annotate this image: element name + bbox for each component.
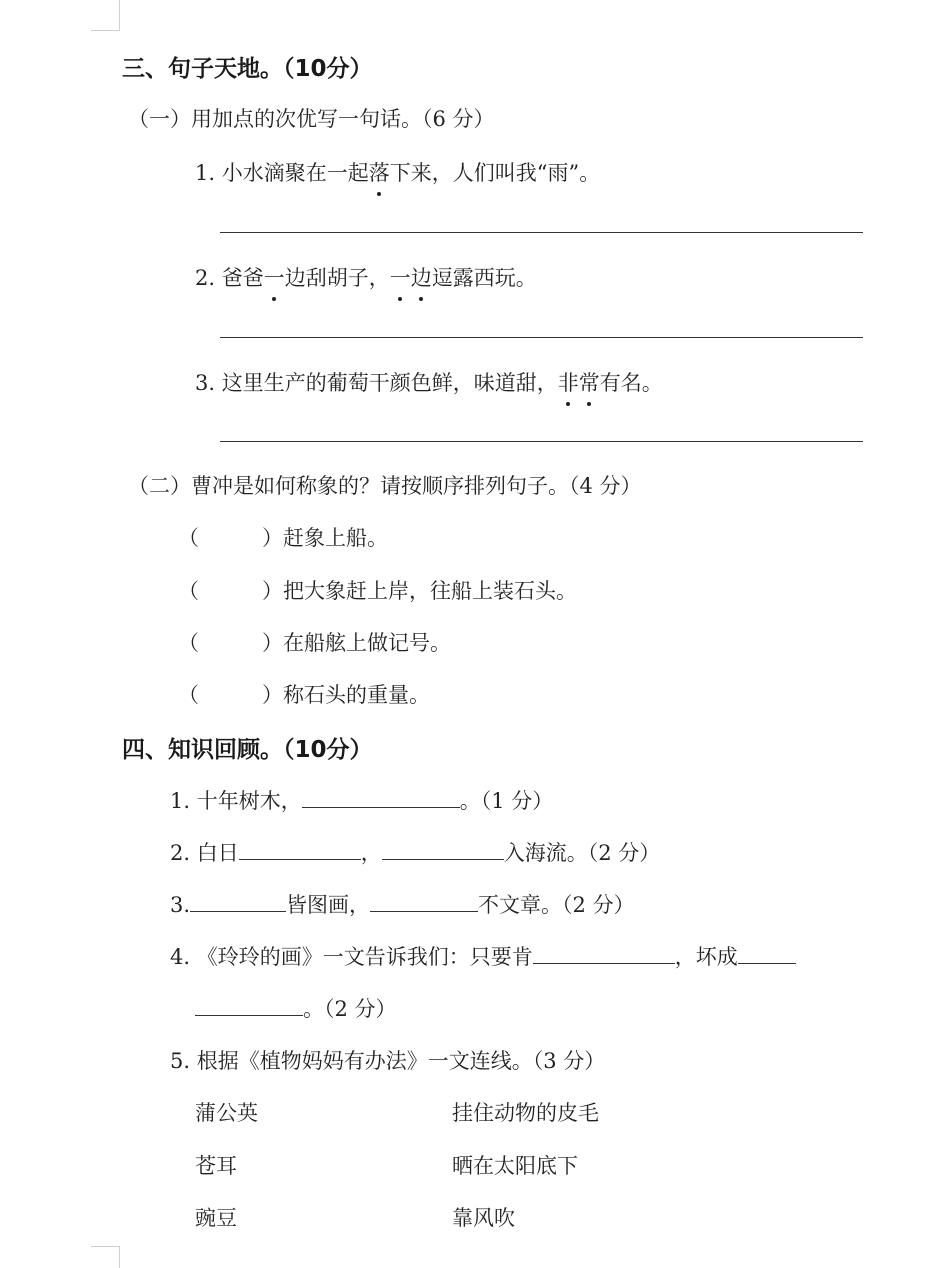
fill-blank[interactable] <box>533 943 675 964</box>
fill-blank[interactable] <box>195 995 303 1016</box>
match-right-item[interactable]: 挂住动物的皮毛 <box>452 1101 599 1125</box>
question-2 <box>170 837 660 867</box>
part-2-heading: （二）曹冲是如何称象的？请按顺序排列句子。（4 分） <box>128 474 642 498</box>
sentence-1 <box>195 157 600 187</box>
fill-blank[interactable] <box>382 839 504 860</box>
question-3-number: 3. <box>170 893 191 917</box>
answer-line-3[interactable] <box>220 441 863 442</box>
question-1 <box>170 785 553 815</box>
order-item <box>178 627 451 657</box>
fill-blank[interactable] <box>370 891 478 912</box>
order-text: 把大象赶上岸，往船上装石头。 <box>283 579 577 603</box>
dotted-char: 常 <box>579 367 600 397</box>
question-4 <box>170 941 796 971</box>
question-4-text: 4. 《玲玲的画》一文告诉我们：只要肯 <box>170 945 533 969</box>
dotted-char: 落 <box>369 157 390 187</box>
sentence-3-text: 3. 这里生产的葡萄干颜色鲜，味道甜， <box>195 371 558 395</box>
answer-line-2[interactable] <box>220 337 863 338</box>
question-2-comma: ， <box>360 841 382 865</box>
order-blank[interactable]: （ ） <box>178 526 283 550</box>
match-left-item[interactable]: 苍耳 <box>195 1154 237 1178</box>
dotted-char: 非 <box>558 367 579 397</box>
order-text: 赶象上船。 <box>283 526 388 550</box>
order-item <box>178 522 388 552</box>
question-1-text: 1. 十年树木， <box>170 789 302 813</box>
match-right-item[interactable]: 靠风吹 <box>452 1206 515 1230</box>
section-3-title: 三、句子天地。（10分） <box>122 56 373 82</box>
part-1-heading: （一）用加点的次优写一句话。（6 分） <box>128 107 495 131</box>
match-right-item[interactable]: 晒在太阳底下 <box>452 1154 578 1178</box>
order-blank[interactable]: （ ） <box>178 579 283 603</box>
question-4-score: 。（2 分） <box>303 997 397 1021</box>
question-2-text-end: 入海流。（2 分） <box>503 841 661 865</box>
question-2-text: 2. 白日 <box>170 841 239 865</box>
sentence-2-text-end: 逗露西玩。 <box>431 266 537 290</box>
sentence-2-text: 2. 爸爸 <box>195 266 264 290</box>
question-4-continued <box>195 993 397 1023</box>
question-5-heading: 5. 根据《植物妈妈有办法》一文连线。（3 分） <box>170 1049 606 1073</box>
match-left-item[interactable]: 豌豆 <box>195 1206 237 1230</box>
question-3-text-end: 不文章。（2 分） <box>478 893 635 917</box>
order-text: 称石头的重量。 <box>283 683 430 707</box>
sentence-3 <box>195 367 663 397</box>
order-blank[interactable]: （ ） <box>178 631 283 655</box>
sentence-3-text-end: 有名。 <box>599 371 663 395</box>
fill-blank[interactable] <box>738 943 796 964</box>
order-text: 在船舷上做记号。 <box>283 631 451 655</box>
order-item <box>178 575 577 605</box>
question-1-score: 。（1 分） <box>459 789 554 813</box>
sentence-1-text: 1. 小水滴聚在一起 <box>195 161 369 185</box>
fill-blank[interactable] <box>302 787 460 808</box>
fill-blank[interactable] <box>239 839 361 860</box>
sentence-2-text-mid: 边刮胡子， <box>284 266 390 290</box>
dotted-char: 一 <box>390 262 411 292</box>
order-blank[interactable]: （ ） <box>178 683 283 707</box>
section-4-title: 四、知识回顾。（10分） <box>122 737 373 763</box>
fill-blank[interactable] <box>190 891 286 912</box>
sentence-1-text-end: 下来，人们叫我“雨”。 <box>389 161 601 185</box>
page-corner-mark-top <box>91 0 120 31</box>
dotted-char: 边 <box>411 262 432 292</box>
sentence-2 <box>195 262 537 292</box>
question-4-text-mid: ，坏成 <box>674 945 738 969</box>
dotted-char: 一 <box>264 262 285 292</box>
match-left-item[interactable]: 蒲公英 <box>195 1101 258 1125</box>
answer-line-1[interactable] <box>220 232 863 233</box>
order-item <box>178 679 430 709</box>
question-3-text: 皆图画， <box>286 893 371 917</box>
page-corner-mark-bottom <box>91 1246 120 1268</box>
question-3 <box>170 889 635 919</box>
